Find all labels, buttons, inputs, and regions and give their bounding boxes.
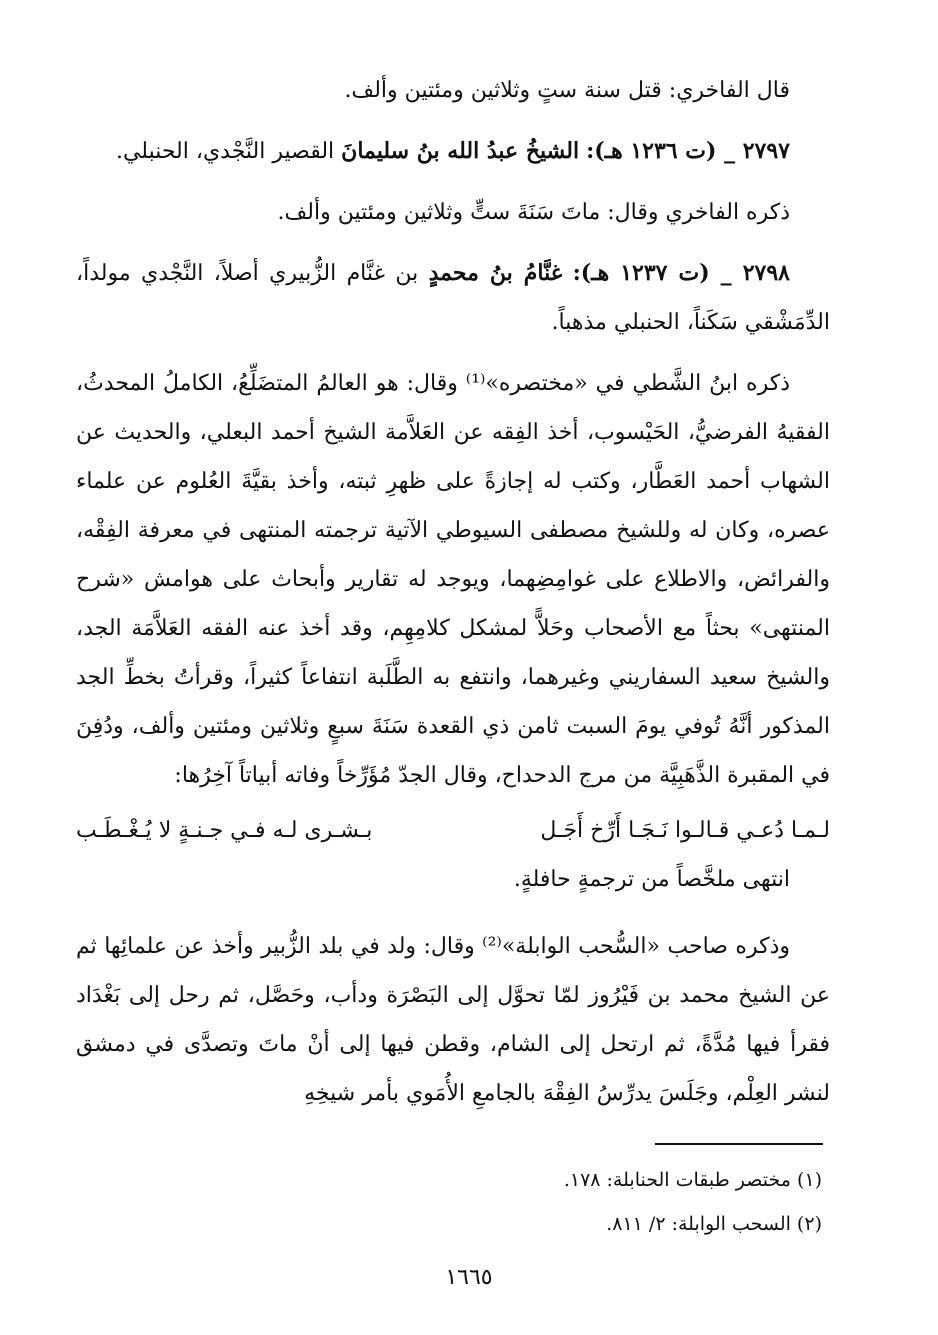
page-number: ١٦٦٥ (445, 1265, 493, 1290)
paragraph-text: قال الفاخري: قتل سنة ستٍ وثلاثين ومئتين وألف. (344, 78, 790, 103)
entry-2798 (76, 249, 830, 347)
paragraph-ibn-shatti (76, 359, 830, 800)
poem-verse (76, 806, 830, 855)
paragraph-text: وذكره صاحب «السُّحب الوابلة»⁽²⁾ وقال: ولد في بلد الزُّبير وأخذ عن علمائِها ثم عن الشيخ محمد بن فَيْرُوز لمّا تحوَّل إلى البَصْرَة ودأب، وحَصَّل، ثم رحل إلى بَغْدَاد فقرأ فيها مُدَّةً، ثم ارتحل إلى الشام، وقطن فيها إلى أنْ ماتَ وتصدَّى في دمشق لنشر العِلْم، وجَلَسَ يدرِّسُ الفِقْهَ بالجامعِ الأُمَوي بأمر شيخِهِ (76, 934, 830, 1106)
entry-description: القصير النَّجْدي، الحنبلي. (115, 139, 335, 164)
entry-name: غنَّامُ بنُ محمدٍ (428, 260, 563, 286)
entry-name: الشيخُ عبدُ الله بنُ سليمانَ (341, 138, 580, 164)
footnote-2: (٢) السحب الوابلة: ٢/ ٨١١. (606, 1213, 822, 1235)
entry-number: ٢٧٩٧ _ (ت ١٢٣٦ هـ): (586, 138, 790, 164)
paragraph-fakhri-quote (76, 66, 830, 115)
footnotes (564, 1158, 822, 1246)
poem-first-hemistich: لـمـا دُعـي قـالـوا نَـجَـا أَرِّخ أَجَـل (540, 818, 830, 843)
paragraph-text: انتهى ملخَّصاً من ترجمةٍ حافلةٍ. (513, 867, 790, 892)
paragraph-fakhri-death (76, 188, 830, 237)
footnote-1: (١) مختصر طبقات الحنابلة: ١٧٨. (563, 1169, 822, 1191)
entry-description: بن غنَّام الزُّبيري أصلاً، النَّجْدي مولداً، الدِّمَشْقي سَكَناً، الحنبلي مذهباً. (76, 261, 830, 335)
paragraph-text: ذكره الفاخري وقال: ماتَ سَنَةَ ستٍّ وثلاثين ومئتين وألف. (277, 200, 790, 225)
paragraph-summary-note (76, 855, 830, 904)
entry-number: ٢٧٩٨ _ (ت ١٢٣٧ هـ): (572, 260, 790, 286)
paragraph-text: ذكره ابنُ الشَّطي في «مختصره»⁽¹⁾ وقال: هو العالمُ المتضَلِّعُ، الكاملُ المحدثُ، الفقيهُ الفرضيُّ، الحَيْسوب، أخذ الفِقه عن العَلاَّمة الشيخ أحمد البعلي، والحديث عن الشهاب أحمد العَطَّار، وكتب له إجازةً على ظهرِ ثبته، وأخذ بقيَّةَ العُلوم عن علماء عصره، وكان له وللشيخ مصطفى السيوطي الآتية ترجمته المنتهى في معرفة الفِقْه، والفرائض، والاطلاع على غوامِضِهما، ويوجد له تقارير وأبحاث على هوامش «شرح المنتهى» بحثاً مع الأصحاب وحَلاًّ لمشكل كلامِهِم، وقد أخذ عنه الفقه العَلاَّمَة الجد، والشيخ سعيد السفاريني وغيرهما، وانتفع به الطَّلَبة انتفاعاً كثيراً، وقرأتُ بخطِّ الجد المذكور أنَّهُ تُوفي يومَ السبت ثامن ذي القعدة سَنَةَ سبعٍ وثلاثين ومئتين وألف، ودُفِنَ في المقبرة الذَّهَبِيَّة من مرج الدحداح، وقال الجدّ مُؤَرِّخاً وفاته أبياتاً آخِرُها: (76, 371, 830, 788)
paragraph-suhub (76, 922, 830, 1118)
poem-second-hemistich: بـشـرى لـه فـي جـنـةٍ لا يُـغْـطَـب (76, 818, 373, 843)
footnote-separator (655, 1143, 823, 1145)
entry-2797 (76, 127, 830, 176)
